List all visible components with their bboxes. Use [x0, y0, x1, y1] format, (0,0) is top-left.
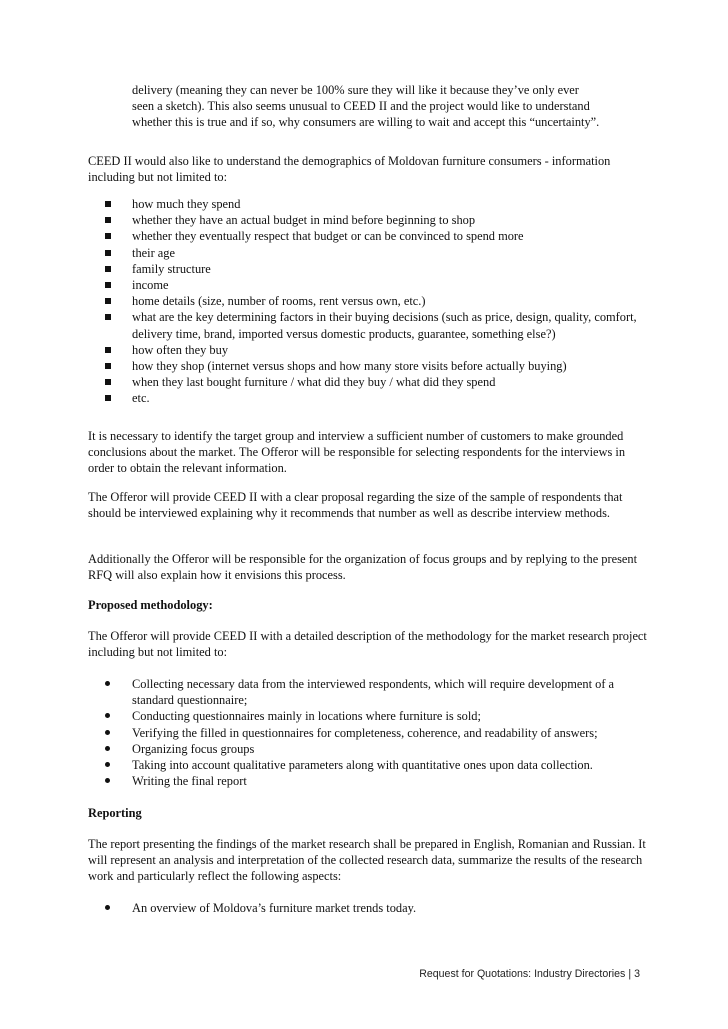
footer-separator: |	[628, 968, 632, 980]
list-item: Writing the final report	[88, 773, 648, 789]
list-item: Collecting necessary data from the interviewed respondents, which will require development of a standard questionnaire;	[88, 676, 648, 708]
list-item: Conducting questionnaires mainly in locations where furniture is sold;	[88, 708, 648, 724]
methodology-heading: Proposed methodology:	[88, 598, 213, 612]
list-item: income	[88, 277, 648, 293]
list-item: whether they have an actual budget in mind before beginning to shop	[88, 212, 648, 228]
list-item: Verifying the filled in questionnaires for completeness, coherence, and readability of answers;	[88, 725, 648, 741]
list-item: Taking into account qualitative parameters along with quantitative ones upon data collection.	[88, 757, 648, 773]
methodology-intro: The Offeror will provide CEED II with a detailed description of the methodology for the market research project including but not limited to:	[88, 629, 647, 660]
list-item: how often they buy	[88, 342, 648, 358]
list-item: family structure	[88, 261, 648, 277]
list-item: their age	[88, 245, 648, 261]
reporting-intro: The report presenting the findings of the market research shall be prepared in English, Romanian and Russian. It will represent an analysis and interpretation of the collected research data, summarize the results of the research work and particularly reflect the following aspects:	[88, 837, 646, 884]
page-footer	[360, 966, 640, 982]
list-item: how much they spend	[88, 196, 648, 212]
continuation-line: delivery (meaning they can never be 100% sure they will like it because they’ve only ever	[132, 83, 579, 97]
list-item: what are the key determining factors in their buying decisions (such as price, design, quality, comfort, delivery time, brand, imported versus domestic products, guarantee, something else?)	[88, 309, 648, 341]
page-number: 3	[634, 968, 640, 980]
list-item: when they last bought furniture / what did they buy / what did they spend	[88, 374, 648, 390]
reporting-heading: Reporting	[88, 806, 142, 820]
list-item: whether they eventually respect that budget or can be convinced to spend more	[88, 228, 648, 244]
demographics-list	[88, 196, 648, 407]
list-item: home details (size, number of rooms, rent versus own, etc.)	[88, 293, 648, 309]
focus-groups-paragraph: Additionally the Offeror will be responsible for the organization of focus groups and by replying to the present RFQ will also explain how it envisions this process.	[88, 552, 638, 583]
demographics-intro: CEED II would also like to understand the demographics of Moldovan furniture consumers - information including but not limited to:	[88, 154, 611, 185]
reporting-list	[88, 900, 648, 916]
footer-title: Request for Quotations: Industry Directories	[419, 968, 626, 980]
methodology-list	[88, 676, 648, 789]
list-item: how they shop (internet versus shops and how many store visits before actually buying)	[88, 358, 648, 374]
target-group-paragraph: It is necessary to identify the target group and interview a sufficient number of customers to make grounded conclusions about the market. The Offeror will be responsible for selecting respondents for the interviews in order to obtain the relevant information.	[88, 429, 626, 476]
continuation-line: whether this is true and if so, why consumers are willing to wait and accept this “uncertainty”.	[132, 115, 600, 130]
list-item: Organizing focus groups	[88, 741, 648, 757]
list-item: etc.	[88, 390, 648, 406]
continuation-paragraph	[132, 82, 647, 131]
continuation-line: seen a sketch). This also seems unusual to CEED II and the project would like to understand	[132, 99, 590, 114]
list-item: An overview of Moldova’s furniture market trends today.	[88, 900, 648, 916]
proposal-paragraph: The Offeror will provide CEED II with a clear proposal regarding the size of the sample of respondents that should be interviewed explaining why it recommends that number as well as describe interview methods.	[88, 490, 623, 521]
